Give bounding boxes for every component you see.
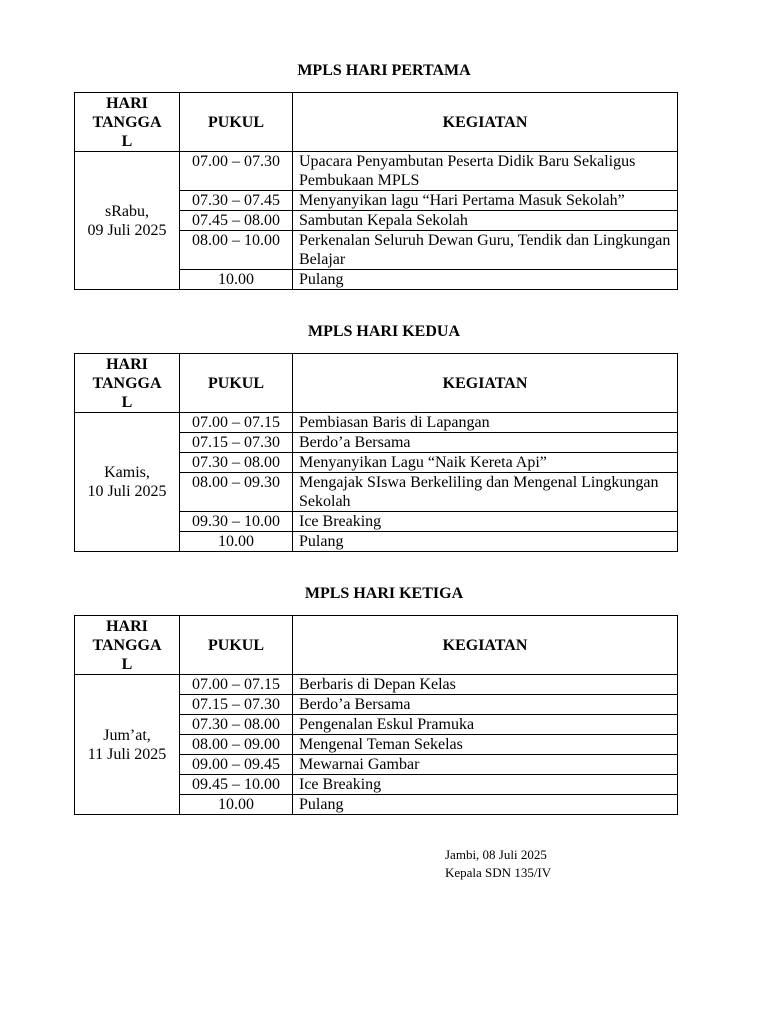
activity-cell: Menyanyikan Lagu “Naik Kereta Api”: [293, 453, 678, 473]
activity-cell: Pembiasan Baris di Lapangan: [293, 413, 678, 433]
time-cell: 07.15 – 07.30: [180, 695, 293, 715]
day-3-table: [74, 615, 678, 815]
activity-cell: Berdo’a Bersama: [293, 433, 678, 453]
time-cell: 07.00 – 07.15: [180, 675, 293, 695]
activity-cell: Sambutan Kepala Sekolah: [293, 211, 678, 231]
day-date-cell: [75, 413, 180, 552]
time-cell: 07.30 – 08.00: [180, 453, 293, 473]
time-cell: 08.00 – 10.00: [180, 231, 293, 270]
time-cell: 07.30 – 08.00: [180, 715, 293, 735]
time-cell: 09.30 – 10.00: [180, 512, 293, 532]
activity-cell: Ice Breaking: [293, 512, 678, 532]
table-header-row: [75, 616, 678, 675]
activity-cell: Berbaris di Depan Kelas: [293, 675, 678, 695]
activity-cell: Berdo’a Bersama: [293, 695, 678, 715]
table-row: [75, 675, 678, 695]
header-time: PUKUL: [180, 93, 293, 152]
time-cell: 07.00 – 07.15: [180, 413, 293, 433]
day-3-title: MPLS HARI KETIGA: [304, 585, 464, 602]
header-time: PUKUL: [180, 616, 293, 675]
day-date: 10 Juli 2025: [87, 483, 167, 500]
signature-block: [445, 846, 551, 882]
activity-cell: Menyanyikan lagu “Hari Pertama Masuk Sekolah”: [293, 191, 678, 211]
activity-cell: Mewarnai Gambar: [293, 755, 678, 775]
time-cell: 07.45 – 08.00: [180, 211, 293, 231]
header-date: HARI TANGGA L: [75, 93, 180, 152]
header-date: HARI TANGGA L: [75, 616, 180, 675]
day-date: 09 Juli 2025: [87, 221, 167, 239]
table-header-row: [75, 93, 678, 152]
time-cell: 07.00 – 07.30: [180, 152, 293, 191]
activity-cell: Pulang: [293, 795, 678, 815]
day-date-cell: [75, 675, 180, 815]
activity-cell: Ice Breaking: [293, 775, 678, 795]
time-cell: 10.00: [180, 795, 293, 815]
day-2-table: [74, 353, 678, 552]
time-cell: 10.00: [180, 532, 293, 552]
day-1-title: MPLS HARI PERTAMA: [297, 62, 471, 79]
activity-cell: Pulang: [293, 270, 678, 290]
signature-position: Kepala SDN 135/IV: [445, 865, 552, 880]
activity-cell: Mengajak SIswa Berkeliling dan Mengenal Lingkungan Sekolah: [293, 473, 678, 512]
activity-cell: Pengenalan Eskul Pramuka: [293, 715, 678, 735]
table-row: [75, 152, 678, 191]
day-2-title: MPLS HARI KEDUA: [307, 323, 460, 340]
day-date-cell: [75, 152, 180, 290]
table-row: [75, 413, 678, 433]
time-cell: 08.00 – 09.30: [180, 473, 293, 512]
activity-cell: Upacara Penyambutan Peserta Didik Baru Sekaligus Pembukaan MPLS: [293, 152, 678, 191]
header-time: PUKUL: [180, 354, 293, 413]
time-cell: 09.00 – 09.45: [180, 755, 293, 775]
time-cell: 10.00: [180, 270, 293, 290]
signature-place-date: Jambi, 08 Juli 2025: [445, 847, 547, 862]
activity-cell: Pulang: [293, 532, 678, 552]
time-cell: 08.00 – 09.00: [180, 735, 293, 755]
time-cell: 07.15 – 07.30: [180, 433, 293, 453]
table-header-row: [75, 354, 678, 413]
day-name: Kamis,: [104, 464, 150, 481]
time-cell: 07.30 – 07.45: [180, 191, 293, 211]
header-activity: KEGIATAN: [293, 93, 678, 152]
header-date: HARI TANGGA L: [75, 354, 180, 413]
day-name: sRabu,: [105, 202, 149, 220]
day-name: Jum’at,: [103, 726, 151, 744]
day-date: 11 Juli 2025: [87, 745, 167, 763]
header-activity: KEGIATAN: [293, 354, 678, 413]
day-1-table: [74, 92, 678, 290]
time-cell: 09.45 – 10.00: [180, 775, 293, 795]
header-activity: KEGIATAN: [293, 616, 678, 675]
activity-cell: Perkenalan Seluruh Dewan Guru, Tendik dan Lingkungan Belajar: [293, 231, 678, 270]
activity-cell: Mengenal Teman Sekelas: [293, 735, 678, 755]
